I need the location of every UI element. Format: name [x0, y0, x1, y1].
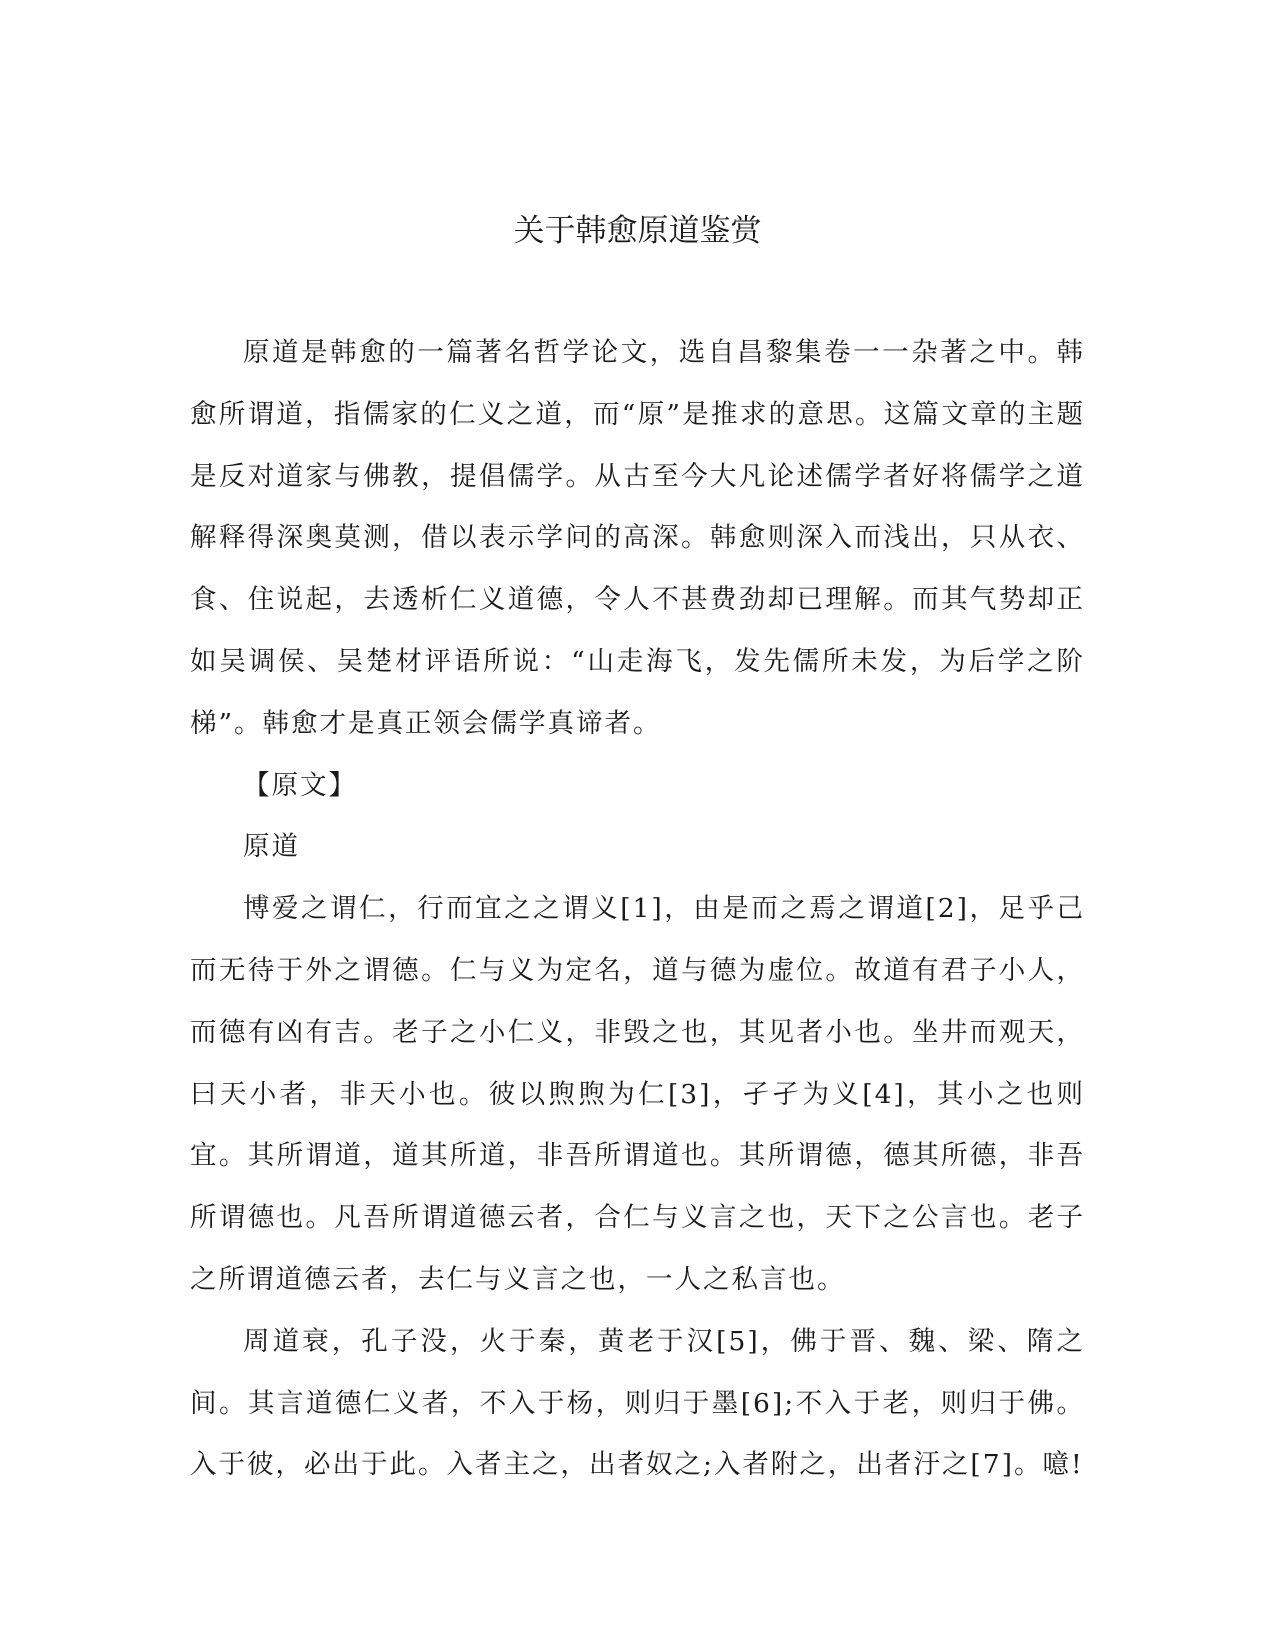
document-body — [190, 322, 1085, 1496]
section-heading-original-text: 【原文】 — [243, 769, 357, 801]
essay-title: 原道 — [243, 831, 300, 863]
paragraph-original-2: 周道衰，孔子没，火于秦，黄老于汉[5]，佛于晋、魏、梁、隋之间。其言道德仁义者，不入于杨，则归于墨[6];不入于老，则归于佛。入于彼，必出于此。入者主之，出者奴之;入者附之，出者汙之[7]。噫! — [190, 1325, 1085, 1481]
paragraph-intro: 原道是韩愈的一篇著名哲学论文，选自昌黎集卷一一杂著之中。韩愈所谓道，指儒家的仁义之道，而“原”是推求的意思。这篇文章的主题是反对道家与佛教，提倡儒学。从古至今大凡论述儒学者好将儒学之道解释得深奥莫测，借以表示学问的高深。韩愈则深入而浅出，只从衣、食、住说起，去透析仁义道德，令人不甚费劲却已理解。而其气势却正如吴调侯、吴楚材评语所说：“山走海飞，发先儒所未发，为后学之阶梯”。韩愈才是真正领会儒学真谛者。 — [190, 337, 1085, 739]
paragraph-original-1: 博爱之谓仁，行而宜之之谓义[1]，由是而之焉之谓道[2]，足乎己而无待于外之谓德。仁与义为定名，道与德为虚位。故道有君子小人，而德有凶有吉。老子之小仁义，非毁之也，其见者小也。坐井而观天，曰天小者，非天小也。彼以煦煦为仁[3]，孑孑为义[4]，其小之也则宜。其所谓道，道其所道，非吾所谓道也。其所谓德，德其所德，非吾所谓德也。凡吾所谓道德云者，合仁与义言之也，天下之公言也。老子之所谓道德云者，去仁与义言之也，一人之私言也。 — [190, 893, 1085, 1295]
document-title: 关于韩愈原道鉴赏 — [513, 213, 762, 249]
